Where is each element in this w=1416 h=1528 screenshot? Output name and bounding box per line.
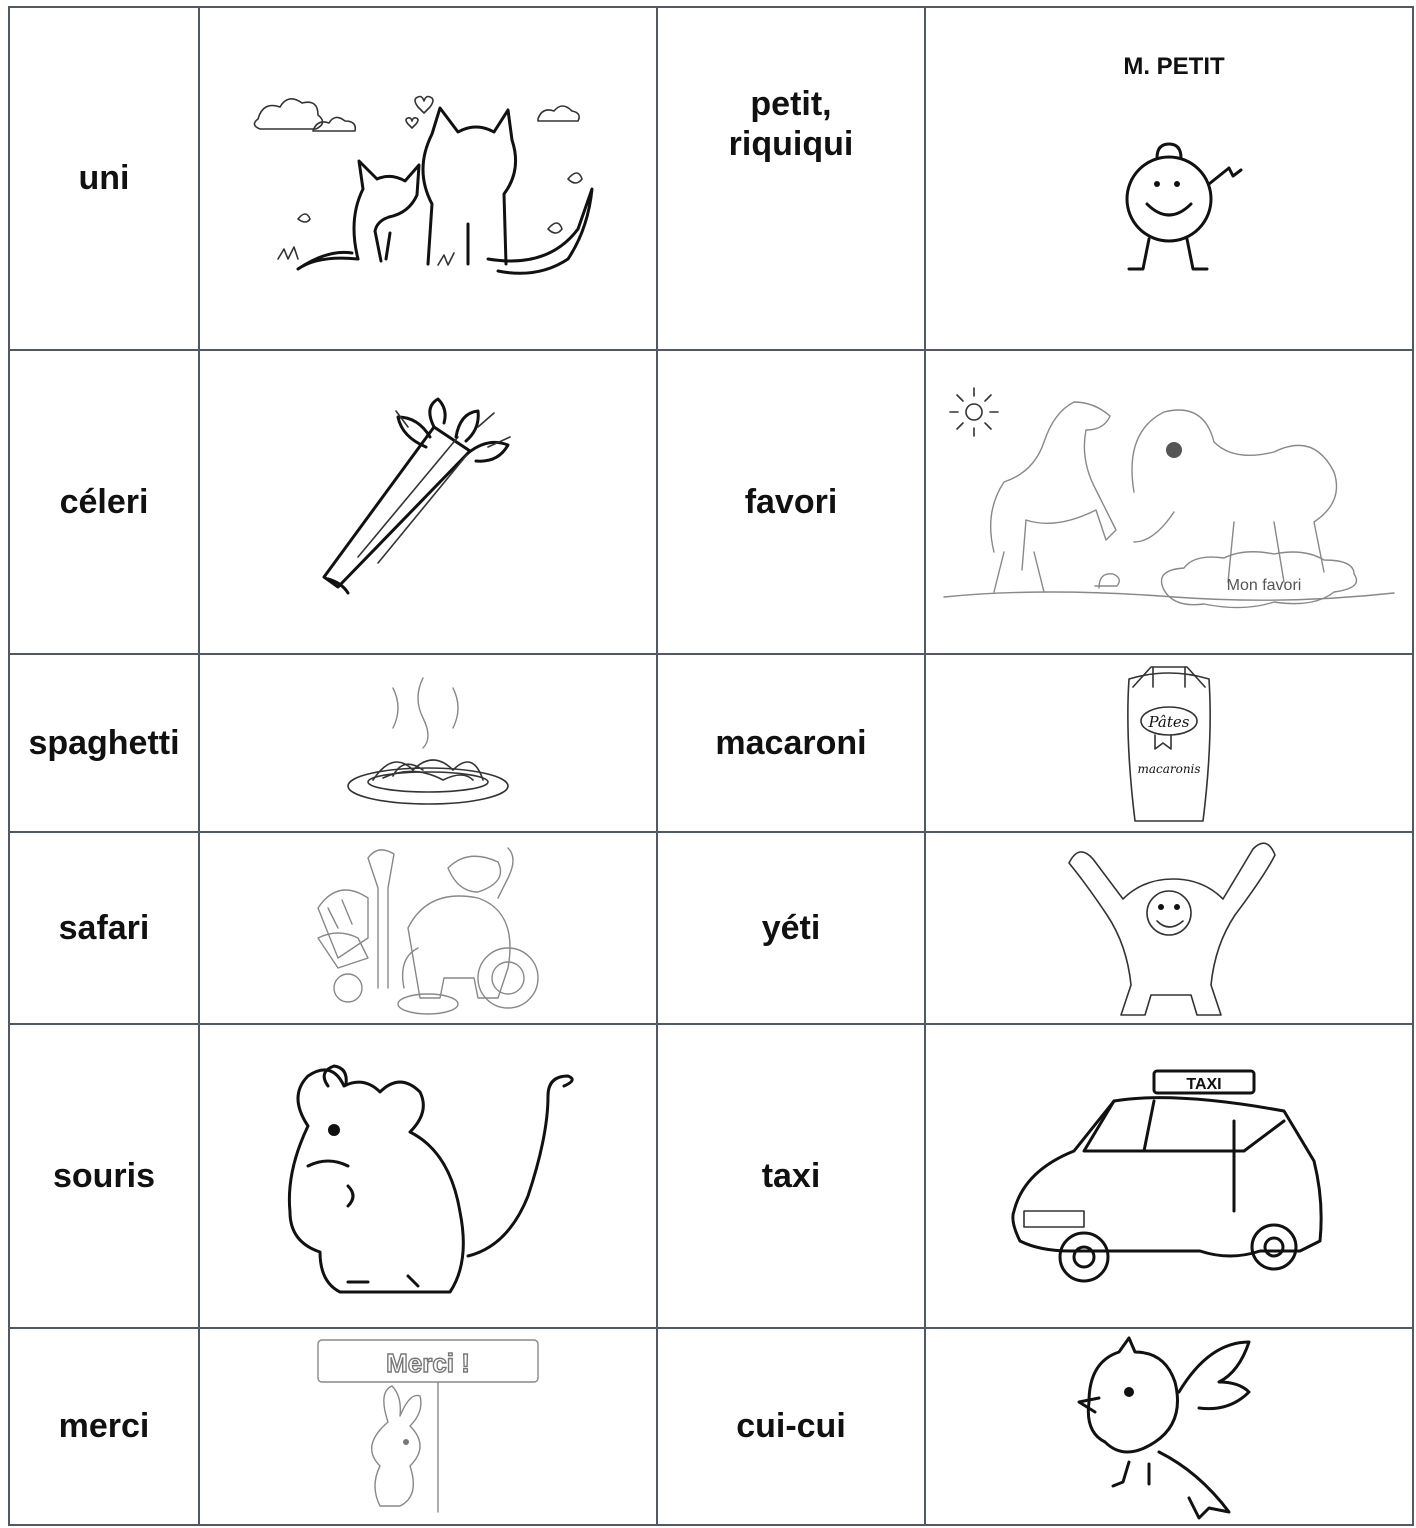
pates-caption: Pâtes <box>1148 712 1190 731</box>
table-row <box>9 832 1413 1024</box>
word-cell <box>9 654 199 832</box>
picture-cell <box>199 7 657 350</box>
picture-cell <box>925 654 1413 832</box>
picture-cell <box>925 7 1413 350</box>
word-cell <box>9 7 199 350</box>
merci-sign-caption: Merci ! <box>386 1347 470 1378</box>
word-cell <box>657 832 925 1024</box>
mouse-image <box>268 1056 588 1296</box>
word-cell <box>657 7 925 350</box>
word-petit: petit, <box>750 85 832 123</box>
word-cell <box>657 1328 925 1525</box>
picture-cell <box>925 1328 1413 1525</box>
word-uni: uni <box>78 159 130 198</box>
celery-image <box>308 397 548 607</box>
mr-small-image <box>1019 34 1319 324</box>
picture-cell <box>925 832 1413 1024</box>
yeti-image <box>1039 833 1299 1023</box>
word-taxi: taxi <box>761 1156 821 1195</box>
word-cell <box>657 1024 925 1328</box>
word-cell <box>657 654 925 832</box>
taxi-sign-label: TAXI <box>1186 1076 1222 1093</box>
fox-couple-image <box>238 69 618 289</box>
table-row <box>9 7 1413 350</box>
word-cell <box>9 832 199 1024</box>
spaghetti-image <box>333 668 523 818</box>
word-cell <box>9 1024 199 1328</box>
mr-small-caption: M. PETIT <box>1123 52 1225 80</box>
picture-cell <box>199 654 657 832</box>
word-cell <box>9 350 199 654</box>
word-macaroni: macaroni <box>715 723 867 762</box>
table-row <box>9 1024 1413 1328</box>
table-row <box>9 654 1413 832</box>
safari-animals-image <box>308 838 548 1018</box>
picture-cell <box>199 1328 657 1525</box>
picture-cell <box>925 1024 1413 1328</box>
table-row <box>9 1328 1413 1525</box>
word-cell <box>9 1328 199 1525</box>
word-merci: merci <box>58 1407 150 1446</box>
word-celeri: céleri <box>59 482 149 521</box>
horses-image <box>934 382 1404 622</box>
word-riquiqui: riquiqui <box>728 125 854 164</box>
picture-cell <box>199 1024 657 1328</box>
picture-cell <box>199 350 657 654</box>
bird-image <box>1069 1332 1269 1522</box>
table-row <box>9 350 1413 654</box>
vocabulary-table <box>8 6 1414 1526</box>
pasta-bag-image <box>1109 661 1229 826</box>
picture-cell <box>925 350 1413 654</box>
word-yeti: yéti <box>761 908 821 947</box>
favori-cloud-caption: Mon favori <box>1226 577 1302 594</box>
word-cell <box>657 350 925 654</box>
word-favori: favori <box>744 482 838 521</box>
taxi-image <box>1004 1061 1334 1291</box>
word-spaghetti: spaghetti <box>28 723 180 762</box>
word-cui-cui: cui-cui <box>736 1407 846 1446</box>
word-safari: safari <box>58 908 150 947</box>
word-souris: souris <box>52 1156 156 1195</box>
picture-cell <box>199 832 657 1024</box>
macaronis-caption: macaronis <box>1137 761 1201 776</box>
rabbit-sign-image <box>308 1332 548 1522</box>
